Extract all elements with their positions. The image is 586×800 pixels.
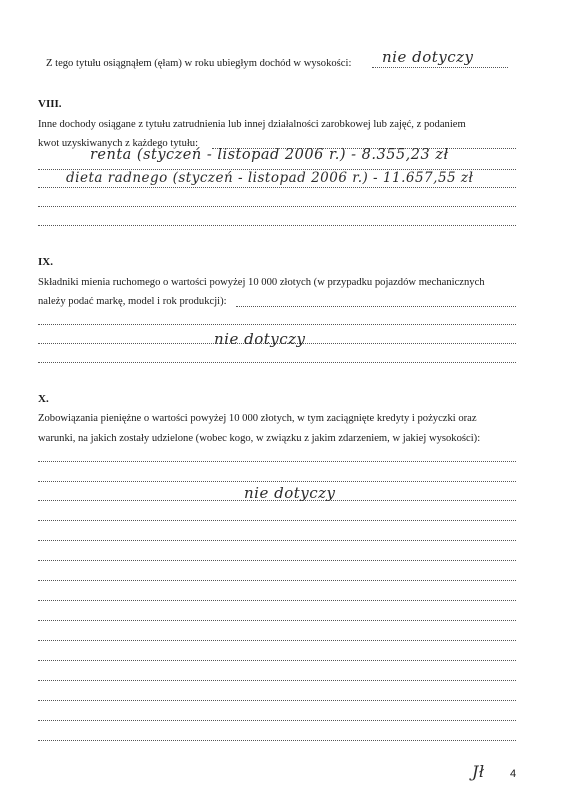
dotted-line	[38, 500, 516, 501]
income-label-text: Z tego tytułu osiągnąłem (ęłam) w roku ubiegłym dochód w wysokości:	[46, 58, 352, 69]
section-8-entry-2: dieta radnego (styczeń - listopad 2006 r.) - 11.657,55 zł	[66, 170, 474, 186]
dotted-line	[38, 362, 516, 363]
dotted-line	[38, 620, 516, 621]
income-handwritten-answer: nie dotyczy	[382, 48, 474, 66]
dotted-line	[236, 306, 516, 307]
dotted-line	[38, 600, 516, 601]
dotted-line	[38, 324, 516, 325]
dotted-line	[38, 640, 516, 641]
income-dotted-line	[372, 67, 508, 68]
dotted-line	[38, 520, 516, 521]
section-10-text-line1: Zobowiązania pieniężne o wartości powyżej 10 000 złotych, w tym zaciągnięte kredyty i pożyczki oraz	[38, 413, 477, 424]
dotted-line	[38, 740, 516, 741]
section-9-heading: IX.	[38, 256, 53, 268]
dotted-line	[38, 225, 516, 226]
dotted-line	[38, 680, 516, 681]
dotted-line	[38, 481, 516, 482]
dotted-line	[38, 560, 516, 561]
dotted-line	[38, 540, 516, 541]
dotted-line	[38, 660, 516, 661]
section-10-text-line2: warunki, na jakich zostały udzielone (wobec kogo, w związku z jakim zdarzeniem, w jakiej wysokości):	[38, 433, 481, 444]
section-9-text-line2: należy podać markę, model i rok produkcji):	[38, 296, 227, 307]
section-8-text-line1: Inne dochody osiągane z tytułu zatrudnienia lub innej działalności zarobkowej lub zajęć, z podaniem	[38, 119, 466, 130]
section-8-heading: VIII.	[38, 98, 62, 110]
section-9-handwritten-answer: nie dotyczy	[214, 330, 306, 348]
dotted-line	[38, 461, 516, 462]
page-number: 4	[510, 768, 517, 780]
dotted-line	[38, 206, 516, 207]
section-8-entry-1: renta (styczeń - listopad 2006 r.) - 8.355,23 zł	[90, 147, 449, 163]
dotted-line	[38, 720, 516, 721]
dotted-line	[38, 580, 516, 581]
section-8-text-line2: kwot uzyskiwanych z każdego tytułu:	[38, 138, 199, 149]
footer-initials: Jł	[472, 762, 485, 781]
section-10-handwritten-answer: nie dotyczy	[244, 484, 336, 502]
dotted-line	[38, 187, 516, 188]
income-label	[46, 57, 351, 70]
section-10-heading: X.	[38, 393, 49, 405]
section-9-text-line1: Składniki mienia ruchomego o wartości powyżej 10 000 złotych (w przypadku pojazdów mechanicznych	[38, 277, 485, 288]
dotted-line	[38, 700, 516, 701]
